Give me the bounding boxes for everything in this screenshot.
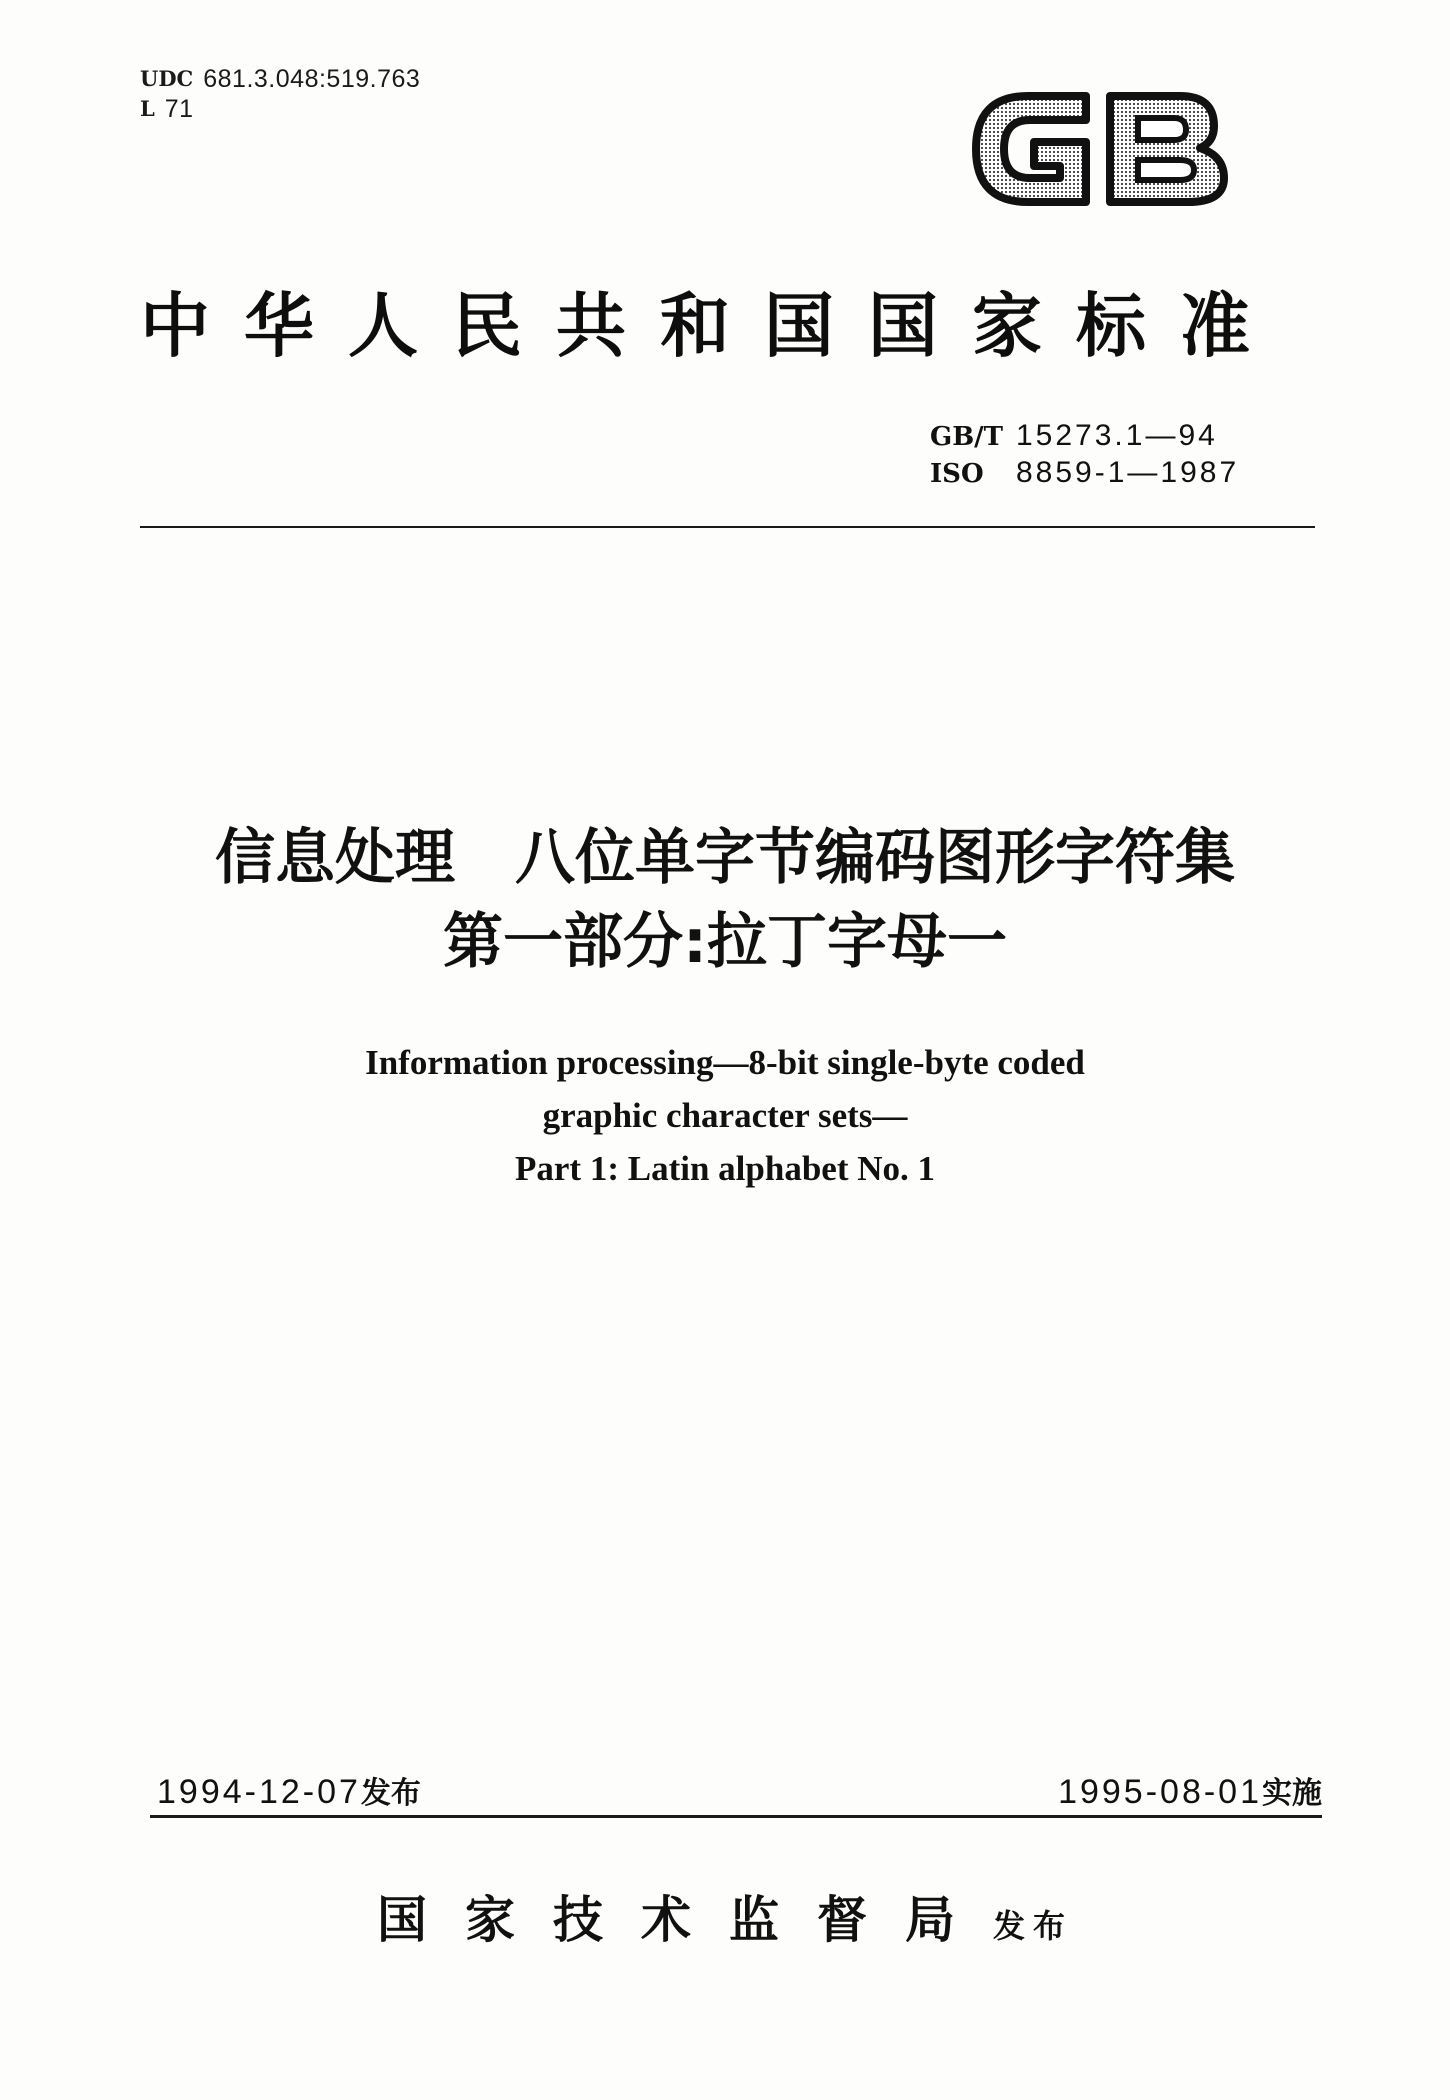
- issue-date-value: 1994-12-07: [157, 1773, 361, 1811]
- english-title-line-2: graphic character sets—: [542, 1096, 908, 1135]
- gbt-label: GB/T: [930, 422, 1004, 452]
- chinese-title: [0, 816, 1450, 984]
- english-title-line-3: Part 1: Latin alphabet No. 1: [515, 1149, 935, 1188]
- national-standard-heading: 中华人民共和国国家标准: [140, 284, 1284, 367]
- issuer-action: 发布: [992, 1907, 1073, 1945]
- iso-number: 8859-1—1987: [1016, 456, 1240, 489]
- l-value: 71: [164, 95, 194, 123]
- implementation-date-suffix: 实施: [1262, 1776, 1322, 1811]
- gb-logo: [968, 78, 1234, 220]
- chinese-title-line-1: 信息处理 八位单字节编码图形字符集: [215, 823, 1235, 893]
- classification-codes: [140, 64, 420, 124]
- iso-label: ISO: [930, 459, 984, 489]
- issuing-authority: [0, 1880, 1450, 1952]
- chinese-title-line-2: 第一部分:拉丁字母一: [443, 907, 1007, 977]
- udc-label: UDC: [140, 66, 194, 91]
- header-divider: [140, 526, 1315, 528]
- l-label: L: [140, 96, 155, 121]
- standard-numbers: [930, 418, 1239, 492]
- gbt-number: 15273.1—94: [1016, 419, 1218, 452]
- issue-date: [157, 1768, 421, 1812]
- footer-divider: [150, 1815, 1322, 1818]
- issuer-name: 国家技术监督局: [376, 1890, 993, 1949]
- issue-date-suffix: 发布: [360, 1776, 421, 1811]
- implementation-date-value: 1995-08-01: [1058, 1773, 1262, 1811]
- implementation-date: [1058, 1768, 1322, 1812]
- english-title-line-1: Information processing—8-bit single-byte coded: [365, 1043, 1085, 1082]
- english-title: [0, 1036, 1450, 1195]
- udc-value: 681.3.048:519.763: [203, 65, 421, 93]
